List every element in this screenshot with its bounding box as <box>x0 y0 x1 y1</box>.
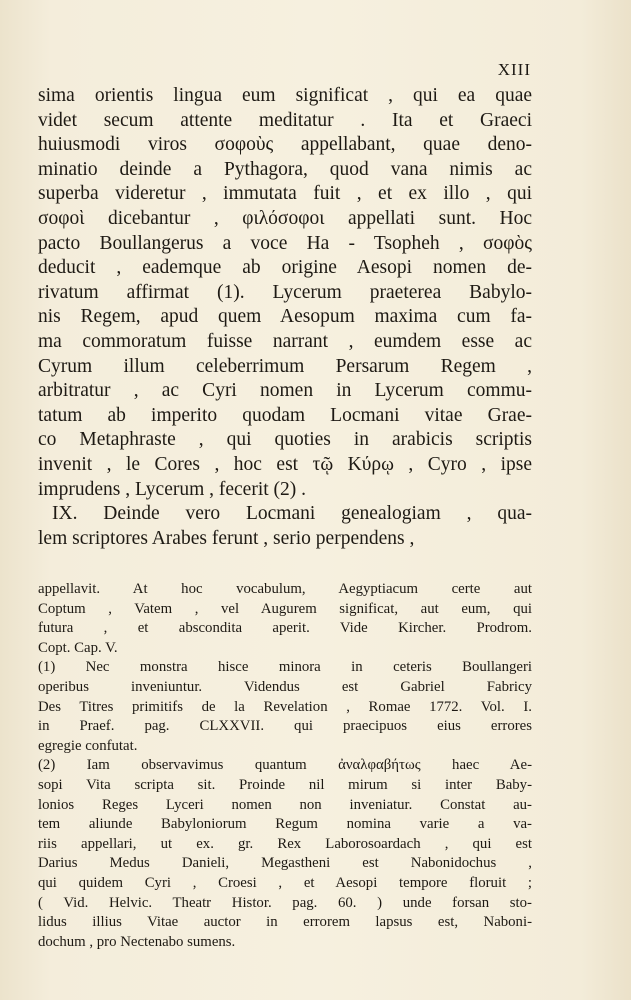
footnote-1-line: Des Titres primitifs de la Revelation , Romae 1772. Vol. I. <box>38 698 532 715</box>
footnote-2-line: sopi Vita scripta sit. Proinde nil mirum si inter Baby- <box>38 776 532 793</box>
text-line: lem scriptores Arabes ferunt , serio perpendens , <box>38 527 415 549</box>
text-line: videt secum attente meditatur . Ita et Graeci <box>38 109 532 131</box>
footnote-1-line: in Praef. pag. CLXXVII. qui praecipuos eius errores <box>38 718 532 735</box>
main-text <box>38 84 532 551</box>
footnote-line: Copt. Cap. V. <box>38 639 118 656</box>
footnote-2-line: Darius Medus Danieli, Megastheni est Nabonidochus , <box>38 855 532 872</box>
section-heading-line: IX. Deinde vero Locmani genealogiam , qua- <box>52 503 532 525</box>
text-line: ma commoratum fuisse narrant , eumdem esse ac <box>38 330 532 352</box>
text-line: sima orientis lingua eum significat , qui ea quae <box>38 85 532 106</box>
footnote-2-line: qui quidem Cyri , Croesi , et Aesopi tempore floruit ; <box>38 874 532 891</box>
text-line: rivatum affirmat (1). Lycerum praeterea Babylo- <box>38 281 532 303</box>
text-line: tatum ab imperito quodam Locmani vitae Grae- <box>38 404 532 426</box>
text-line: huiusmodi viros σοφοὺς appellabant, quae deno- <box>38 134 532 156</box>
text-line: invenit , le Cores , hoc est τῷ Κύρῳ , Cyro , ipse <box>38 453 532 475</box>
footnote-1-line: (1) Nec monstra hisce minora in ceteris Boullangeri <box>38 659 532 676</box>
text-line: minatio deinde a Pythagora, quod vana nimis ac <box>38 158 532 180</box>
text-line: co Metaphraste , qui quoties in arabicis scriptis <box>38 429 532 451</box>
footnote-2-line: tem aliunde Babyloniorum Regum nomina varie a va- <box>38 816 532 833</box>
text-line: arbitratur , ac Cyri nomen in Lycerum commu- <box>38 380 532 402</box>
footnote-line: Coptum , Vatem , vel Augurem significat, aut eum, qui <box>38 600 532 617</box>
footnote-2-line: lonios Reges Lyceri nomen non inveniatur. Constat au- <box>38 796 532 813</box>
footnote-1-line: operibus inveniuntur. Videndus est Gabriel Fabricy <box>38 678 532 695</box>
text-line: nis Regem, apud quem Aesopum maxima cum fa- <box>38 306 532 328</box>
text-line: pacto Boullangerus a voce Ha - Tsopheh , σοφὸς <box>38 232 532 254</box>
footnote-2-line: riis appellari, ut ex. gr. Rex Laborosoardach , qui est <box>38 835 532 852</box>
text-line: Cyrum illum celeberrimum Persarum Regem , <box>38 355 532 377</box>
text-line: σοφοὶ dicebantur , φιλόσοφοι appellati sunt. Hoc <box>38 207 532 229</box>
footnote-1-line: egregie confutat. <box>38 737 138 754</box>
footnote-line: appellavit. At hoc vocabulum, Aegyptiacum certe aut <box>38 581 532 597</box>
footnote-2-line: lidus illius Vitae auctor in errorem lapsus est, Naboni- <box>38 914 532 931</box>
text-line: imprudens , Lycerum , fecerit (2) . <box>38 478 307 500</box>
text-line: superba videretur , immutata fuit , et ex illo , qui <box>38 183 532 205</box>
page-number: XIII <box>497 60 531 79</box>
footnote-2-line: (2) Iam observavimus quantum ἀναλφαβήτως haec Ae- <box>38 757 532 774</box>
text-line: deducit , eademque ab origine Aesopi nomen de- <box>38 257 532 279</box>
footnote-2-line: ( Vid. Helvic. Theatr Histor. pag. 60. ) unde forsan sto- <box>38 894 532 911</box>
footnote-2-line: dochum , pro Nectenabo sumens. <box>38 933 236 950</box>
footnote-line: futura , et abscondita aperit. Vide Kircher. Prodrom. <box>38 620 532 637</box>
footnotes <box>38 580 532 952</box>
